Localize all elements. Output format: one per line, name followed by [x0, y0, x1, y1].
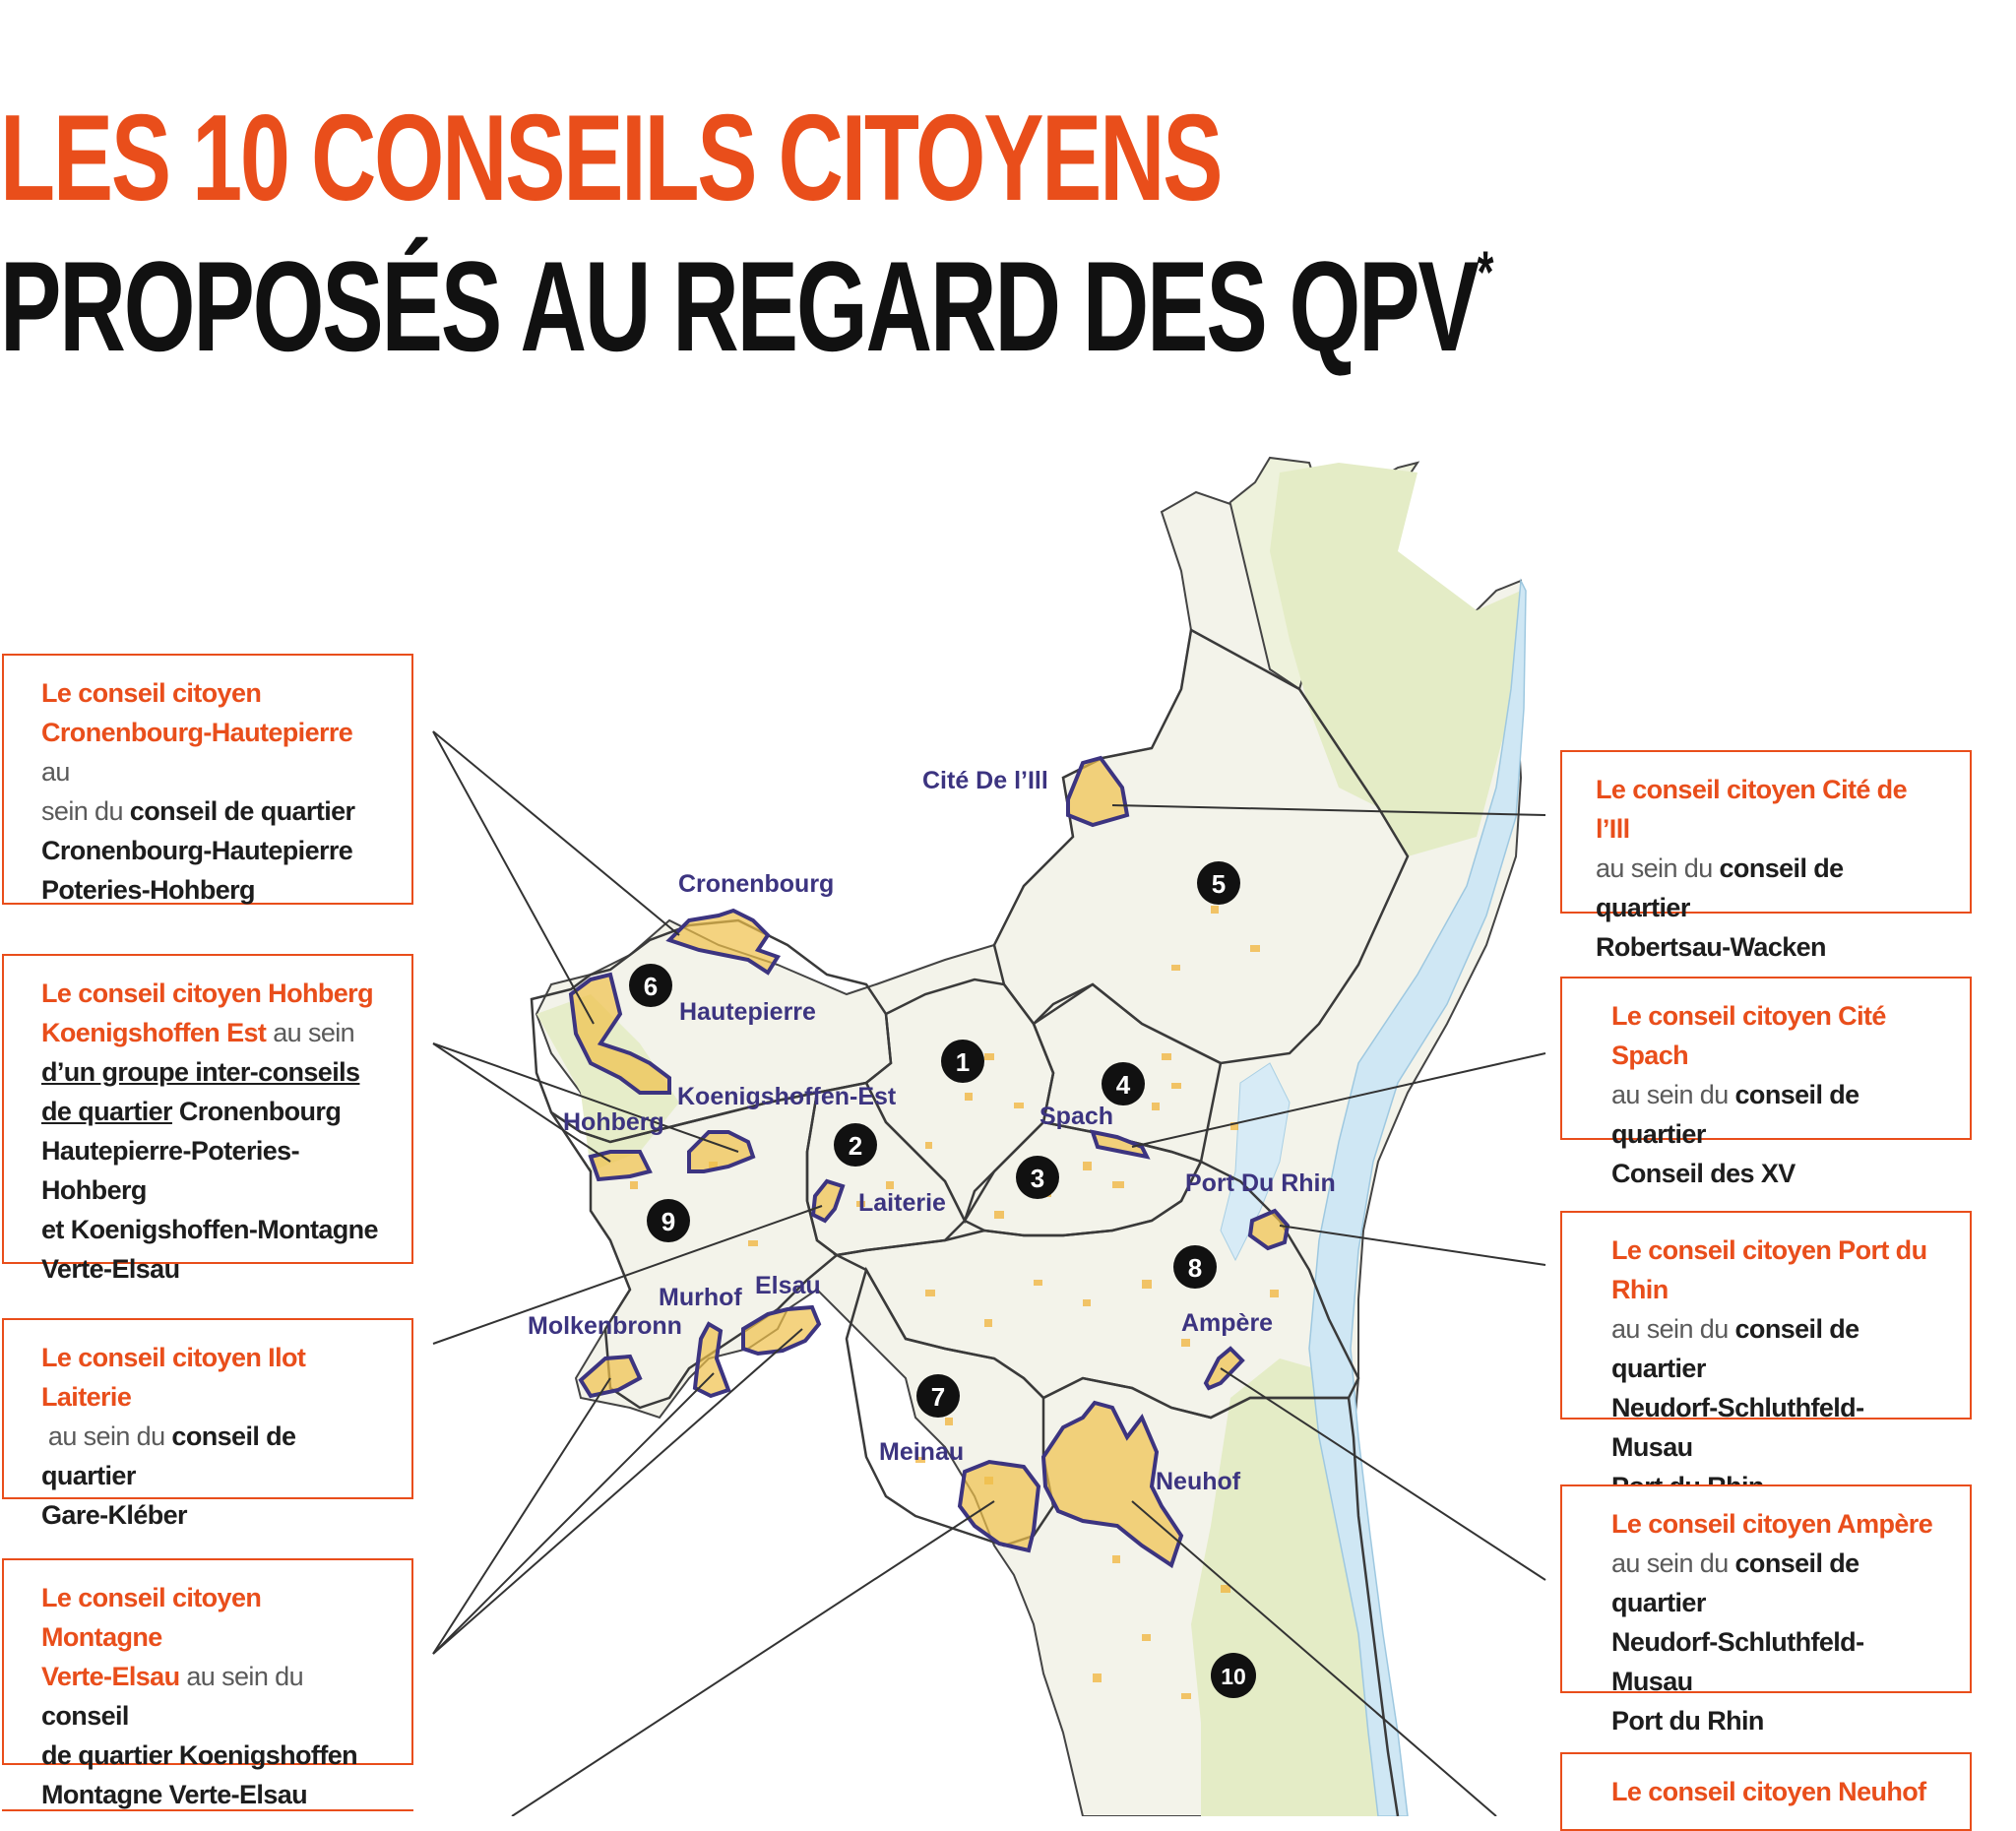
callout-title: Le conseil citoyen	[41, 678, 262, 708]
label-neuhof: Neuhof	[1156, 1468, 1241, 1495]
callout-connector-2: du	[1676, 853, 1720, 883]
title-line-1: LES 10 CONSEILS CITOYENS	[0, 91, 1222, 226]
callout-title: Le conseil citoyen Cité Spach	[1611, 1001, 1886, 1070]
callout-council-2: Cronenbourg-Hautepierre	[41, 836, 353, 865]
label-koenigshoffen-est: Koenigshoffen-Est	[677, 1083, 897, 1110]
label-laiterie: Laiterie	[858, 1189, 946, 1217]
qpv-meinau	[960, 1462, 1039, 1550]
marker-3: 3	[1030, 1164, 1045, 1193]
callout-title: Le conseil citoyen Neuhof	[1611, 1777, 1926, 1806]
marker-5: 5	[1211, 869, 1227, 899]
callout-council-3: et Koenigshoffen-Montagne	[41, 1215, 378, 1244]
marker-8: 8	[1187, 1253, 1203, 1283]
callout-connector: au sein	[1611, 1548, 1693, 1578]
marker-6: 6	[643, 972, 659, 1001]
callout-council: conseil de quartier	[129, 796, 355, 826]
label-cronenbourg: Cronenbourg	[678, 870, 835, 898]
callout-group-link: d’un groupe inter-conseils	[41, 1057, 360, 1087]
callout-cronenbourg-hautepierre	[2, 654, 413, 905]
callout-connector: au sein	[266, 1018, 355, 1047]
callout-port-du-rhin	[1560, 1211, 1972, 1462]
callout-connector-2: du	[1692, 1080, 1735, 1109]
label-port-du-rhin: Port Du Rhin	[1185, 1169, 1336, 1197]
callout-connector-3: du	[88, 796, 130, 826]
leader-montagne-2	[433, 1373, 714, 1654]
callout-council: conseil de quartier	[1611, 1314, 1859, 1383]
title-line-2-text: PROPOSÉS AU REGARD DES QPV	[0, 234, 1478, 378]
callout-council: conseil de quartier	[1611, 1548, 1859, 1617]
marker-10: 10	[1221, 1664, 1246, 1689]
callout-council-2: Gare-Kléber	[41, 1500, 187, 1530]
qpv-hohberg	[591, 1152, 650, 1179]
callout-council-3: Poteries-Hohberg	[41, 875, 255, 905]
callout-cite-spach	[1560, 977, 1972, 1188]
callout-ilot-laiterie	[2, 1318, 413, 1530]
leader-meinau	[512, 1501, 994, 1816]
marker-1: 1	[955, 1047, 971, 1077]
callout-title-2: Cronenbourg-Hautepierre	[41, 718, 353, 747]
leader-cronenbourg-2	[433, 731, 594, 1024]
callout-montagne-verte-elsau	[2, 1558, 413, 1809]
marker-7: 7	[930, 1382, 946, 1412]
callout-connector-2: du	[129, 1421, 172, 1451]
marker-4: 4	[1115, 1070, 1131, 1100]
callout-connector-2: sein	[41, 796, 89, 826]
callout-council: conseil de quartier	[1596, 853, 1844, 922]
callout-ampere	[1560, 1484, 1972, 1736]
callout-connector: au sein	[1611, 1080, 1693, 1109]
callout-council-3: Port du Rhin	[1611, 1706, 1764, 1736]
callout-title: Le conseil citoyen Hohberg	[41, 979, 373, 1008]
callout-council-2: Robertsau-Wacken	[1596, 932, 1826, 962]
callout-neuhof	[1560, 1752, 1972, 1831]
callout-title: Le conseil citoyen Ilot Laiterie	[41, 1343, 306, 1412]
callout-council-4: Verte-Elsau	[41, 1254, 180, 1284]
label-ampere: Ampère	[1181, 1309, 1274, 1337]
callout-title: Le conseil citoyen Port du Rhin	[1611, 1235, 1927, 1304]
label-molkenbronn: Molkenbronn	[528, 1312, 682, 1340]
callout-connector: au sein du	[179, 1662, 303, 1691]
city-boundary	[536, 458, 1526, 1816]
callout-title-2: Koenigshoffen Est	[41, 1018, 267, 1047]
label-cite-de-lill: Cité De l’Ill	[922, 767, 1048, 794]
callout-council-3: Montagne Verte-Elsau	[41, 1780, 308, 1809]
callout-council-2: Neudorf-Schluthfeld-Musau	[1611, 1393, 1864, 1462]
callout-connector: au sein	[47, 1421, 130, 1451]
title-asterisk: *	[1477, 239, 1492, 305]
marker-2: 2	[848, 1131, 863, 1161]
callout-cite-de-lill	[1560, 750, 1972, 962]
callout-council-2: Neudorf-Schluthfeld-Musau	[1611, 1627, 1864, 1696]
label-murhof: Murhof	[659, 1284, 742, 1311]
callout-council-2: de quartier Koenigshoffen	[41, 1740, 358, 1770]
label-hohberg: Hohberg	[563, 1108, 664, 1136]
callout-connector: au	[41, 757, 70, 787]
callout-council-2: Hautepierre-Poteries-Hohberg	[41, 1136, 299, 1205]
marker-9: 9	[661, 1207, 676, 1236]
callout-title: Le conseil citoyen Ampère	[1611, 1509, 1933, 1539]
callout-council: conseil	[41, 1701, 129, 1731]
label-hautepierre: Hautepierre	[679, 998, 816, 1026]
callout-connector-2: du	[1692, 1314, 1735, 1344]
label-meinau: Meinau	[879, 1438, 965, 1466]
callout-group-link-2: de quartier	[41, 1097, 172, 1126]
leader-cronenbourg-1	[433, 731, 679, 935]
callout-title-2: Verte-Elsau	[41, 1662, 180, 1691]
callout-connector: au sein	[1611, 1314, 1693, 1344]
callout-connector: au sein	[1596, 853, 1677, 883]
callout-hohberg-koenigshoffen	[2, 954, 413, 1284]
callout-connector-2: du	[1692, 1548, 1735, 1578]
callout-council: conseil de quartier	[41, 1421, 296, 1490]
callout-title: Le conseil citoyen Montagne	[41, 1583, 262, 1652]
leader-montagne-1	[433, 1378, 610, 1654]
label-spach: Spach	[1040, 1103, 1114, 1130]
callout-partial-bottom-left	[2, 1809, 413, 1821]
label-elsau: Elsau	[755, 1272, 821, 1299]
callout-title: Le conseil citoyen Cité de l’Ill	[1596, 775, 1907, 844]
callout-council: conseil de quartier	[1611, 1080, 1859, 1149]
callout-council: Cronenbourg	[171, 1097, 342, 1126]
callout-council-2: Conseil des XV	[1611, 1159, 1796, 1188]
